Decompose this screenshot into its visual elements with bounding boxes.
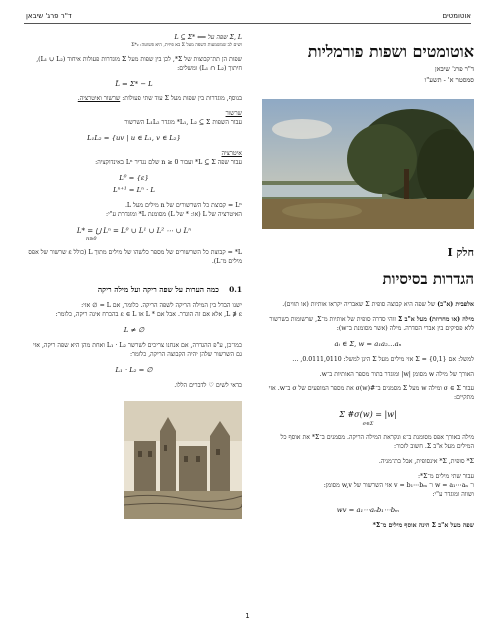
running-header-title: אוטומטים — [442, 12, 471, 20]
operations-more — [26, 95, 242, 104]
language-definition: שפה מעל א"ב Σ הינה אוסף מילים מ־Σ* — [372, 522, 474, 530]
empty-word-definition: מילה באורך אפס מסומנת ב־ε ונקראת המילה הריקה. מסמנים ב־Σ* את אוסף כל המילים מעל א"ב Σ. חשוב לזכור: — [280, 434, 474, 451]
kleene-star-note: L* = קבוצת כל השרשורים של מספר כלשהו של מילים מתוך L (כולל ε שרשור של אפס מילים מ־L). — [28, 249, 242, 266]
section-formula-2: L₁ · L₂ = ∅ — [115, 365, 153, 374]
part-label: חלק I — [447, 246, 474, 260]
concat-iter-terms: שרשור ואיטרציה. — [77, 95, 121, 103]
length-definition: האורך של מילה w מסומן |w| ומוגדר בתור מספר האותיות ב־w. — [319, 370, 474, 378]
count-formula: Σ #σ(w) = |w| — [339, 410, 397, 420]
landscape-painting-image — [262, 99, 474, 229]
section-paragraph-4: כדאי לשים ♡ לדברים הללו. — [174, 381, 242, 389]
operations-more-text: בנוסף, מוגדרות בין שפות מעל Σ עוד שתי פעולות: — [120, 95, 242, 103]
kleene-star-intro: האיטרציה של L (או: * של L) מסומנת L* ומוגדרת ע"י: — [106, 210, 242, 218]
right-column — [262, 34, 474, 531]
concat-formula: wv = a₁⋯aₙb₁⋯bₘ — [336, 506, 400, 515]
section-number: 0.1 — [229, 285, 242, 295]
left-column — [26, 34, 242, 519]
iteration-base-formula: L⁰ = {ε} — [119, 174, 149, 183]
alphabet-term: אלפבית (א"ב) — [437, 300, 474, 308]
concat-language-formula: L₁L₂ = {uv | u ∈ L₁, v ∈ L₂} — [87, 134, 181, 143]
language-note: ושים לב שמשמעות השפה מעל Σ בא פיזית, היא פשוטה: Σ*₂ — [131, 42, 242, 48]
section-title: כמה הערות על שפה ריקה ועל מילה ריקה — [97, 285, 219, 295]
section-paragraph-2: L ∌ ε, אלא אם זה הוגדר. אבל אם * L אז ε ∈ L בהכרח אינה ריקה, כלומר: — [55, 310, 242, 318]
alphabet-example: למשל: אם Σ = {0,1} אזי מילים מעל Σ הינן למשל: 0.0111,0110, … — [292, 355, 474, 363]
header-rule — [24, 23, 471, 24]
count-definition: עבור σ ∈ Σ ומילה w מעל Σ מסמנים ב־#σ(w) את מספר המופעים של σ ב־w. אזי מתקיים: — [268, 385, 474, 402]
word-definition — [262, 316, 474, 334]
count-formula-subscript: σ∈Σ — [362, 421, 374, 428]
section-heading — [26, 285, 242, 296]
concat-text-2: ושווה ומוגדר ע"י: — [432, 491, 474, 499]
section-paragraph-3: כמו־כן, ע"פ ההגדרה, אם אנחנו צריכים לשרשר L₁ · L₂ ואחת מהן היא שפה ריקה, אזי גם השרשור שלהן יהיה הקבוצה הריקה, כלומר: — [32, 341, 242, 358]
operations-intro: שפות הן תת־קבוצות של Σ*, לכן בין שפות מעל Σ מוגדרות פעולות איחוד (L₁ ∪ L₂), חיתוך (L₁ ∩ L₂) ומשלים: — [36, 55, 242, 72]
article-author: ד"ר פרג' שיבאן — [435, 65, 474, 74]
concat-heading: שרשור — [225, 110, 242, 118]
word-formula: aᵢ ∈ Σ, w = a₁a₂…aₙ — [334, 339, 402, 348]
iteration-heading: איטרציה — [221, 150, 242, 158]
section-paragraph-1: ישנו הבדל בין המילה הריקה לשפה הריקה. כלומר, אם L = ∅ אזי: — [81, 301, 242, 309]
page-number: 1 — [245, 612, 250, 620]
word-term: מילה (או מחרוזת) מעל א"ב Σ — [398, 315, 474, 323]
city-engraving-image — [124, 401, 242, 519]
kleene-star-subscript: n≥0 — [86, 236, 97, 243]
kleene-star-formula: L* = ⋃ Lⁿ = L⁰ ∪ L¹ ∪ L² ⋯ ∪ Lⁿ — [76, 226, 192, 235]
iteration-definition: עבור שפה L ⊆ Σ* ועבור n ≥ 0 שלם נגדיר Lⁿ באינדוקציה: — [95, 159, 242, 167]
iteration-note: Lⁿ = קבוצת כל השרשורים של n מילים מעל L. — [124, 201, 242, 209]
word-text: זוהי סדרה סופית של אותיות מ־Σ, שרשומות בשרשור ללא פסיקים בין אברי הסדרה. מילה (אשר מסומנת ב־w): — [269, 315, 474, 332]
section-formula-1: L ≠ ∅ — [123, 325, 145, 334]
alphabet-text: של שפה היא קבוצה סופית Σ שאבריה יקראו אותיות (או תווים). — [282, 300, 438, 308]
article-title: אוטומטים ושפות פורמליות — [307, 42, 474, 61]
complement-formula: L̄ = Σ* − L — [115, 79, 153, 88]
article-semester: סמסטר א' - תשע"ו — [424, 75, 474, 84]
star-note: Σ* סופית, Σ* אינסופית, אבל בת־מניה. — [378, 458, 474, 466]
alphabet-definition — [262, 301, 474, 310]
concat-definition: עבור השפות L₁, L₂ ⊆ Σ* מוגדר L₁L₂ השרשור — [124, 119, 242, 127]
running-header-author: ד"ר פרג' שיבאן — [26, 12, 72, 20]
language-subset-formula: L ⊆ Σ* ⟸ שפה על Σ, L — [174, 34, 242, 41]
concat-intro: עבור שתי מילים מ־Σ*: — [417, 473, 474, 481]
concat-text: ו־ w = a₁⋯aₙ ו־ v = b₁⋯bₘ אזי השרשור של w,v מסומן: — [323, 482, 474, 490]
part-title: הגדרות בסיסיות — [382, 269, 474, 288]
iteration-step-formula: Lⁿ⁺¹ = Lⁿ · L — [113, 186, 155, 195]
